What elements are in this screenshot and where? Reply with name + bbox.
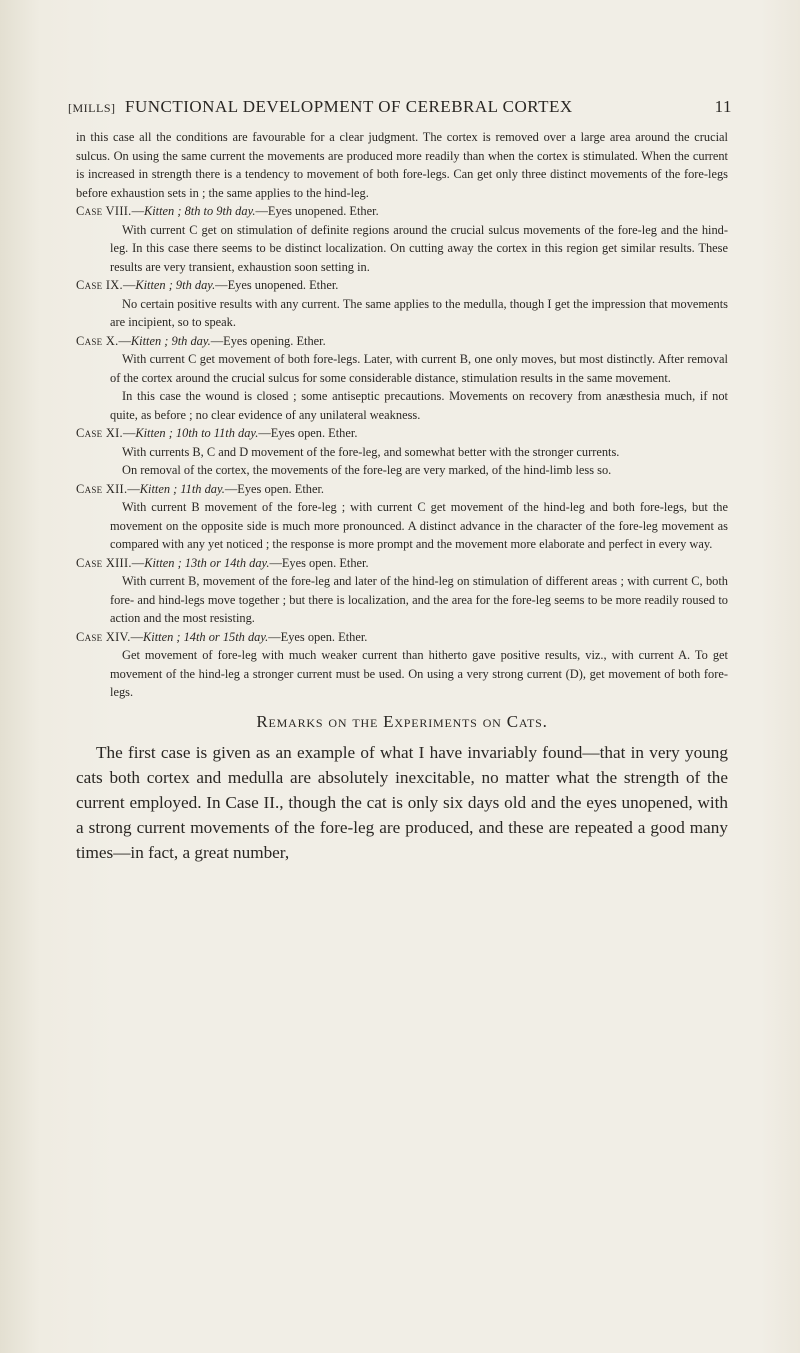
case-paragraph: With currents B, C and D movement of the fore-leg, and somewhat better with the stronger currents.: [122, 444, 620, 459]
case-heading: Case XIV.—Kitten ; 14th or 15th day.—Eyes open. Ether.: [76, 629, 368, 644]
case-heading: Case XIII.—Kitten ; 13th or 14th day.—Eyes open. Ether.: [76, 555, 369, 570]
case-conditions: Eyes open. Ether.: [270, 426, 358, 440]
case-label: Case XI.: [76, 426, 123, 440]
remarks-section: [76, 740, 728, 866]
case-subject: Kitten ; 8th to 9th day.: [143, 204, 256, 218]
author-tag: [MILLS]: [68, 101, 116, 115]
case-subject: Kitten ; 13th or 14th day.: [144, 555, 270, 570]
case-conditions: Eyes open. Ether.: [280, 629, 368, 644]
case-label: Case X.: [76, 333, 119, 348]
case-entry: [76, 554, 728, 628]
case-notes: [76, 128, 728, 702]
case-paragraph: With current B movement of the fore-leg ; with current C get movement of the hind-leg and both fore-legs, but the movement on the opposite side is much more pronounced. A distinct advance in the character of the fore-leg movement as compared with any yet noticed ; the response is more prompt and the movement more elaborate and perfect in every way.: [110, 500, 728, 551]
case-label: Case VIII.: [76, 204, 132, 218]
case-conditions: Eyes open. Ether.: [237, 481, 324, 496]
case-heading: Case IX.—Kitten ; 9th day.—Eyes unopened. Ether.: [76, 278, 339, 292]
case-conditions: Eyes unopened. Ether.: [227, 278, 339, 292]
case-label: Case XII.: [76, 481, 128, 496]
section-heading: Remarks on the Experiments on Cats.: [256, 711, 548, 731]
remarks-paragraph: The first case is given as an example of what I have invariably found—that in very young cats both cortex and medulla are absolutely inexcitable, no matter what the strength of the current employed. In Case II., though the cat is only six days old and the eyes unopened, with a strong current movements of the fore-leg are produced, and these are repeated a good many times—in fact, a great number,: [76, 742, 728, 863]
case-heading: Case XI.—Kitten ; 10th to 11th day.—Eyes open. Ether.: [76, 426, 358, 440]
case-conditions: Eyes unopened. Ether.: [267, 204, 379, 218]
case-entry: [76, 424, 728, 480]
page-number: 11: [714, 97, 732, 116]
case-conditions: Eyes opening. Ether.: [223, 333, 326, 348]
intro-paragraph: in this case all the conditions are favourable for a clear judgment. The cortex is removed over a large area around the crucial sulcus. On using the same current the movements are produced more readily than when the cortex is stimulated. When the current is increased in strength there is a tendency to movement of both fore-legs. Can get only three distinct movements of the fore-legs before exhaustion sets in ; the same applies to the hind-leg.: [76, 130, 728, 200]
case-paragraph: No certain positive results with any current. The same applies to the medulla, though I get the impression that movements are incipient, so to speak.: [110, 296, 728, 329]
case-paragraph: With current C get on stimulation of definite regions around the crucial sulcus movements of the fore-leg and the hind-leg. In this case there seems to be distinct localization. On cutting away the cortex in this region get similar results. These results are very transient, exhaustion soon setting in.: [110, 222, 728, 274]
case-subject: Kitten ; 11th day.: [139, 481, 225, 496]
header-title: FUNCTIONAL DEVELOPMENT OF CEREBRAL CORTEX: [125, 97, 573, 116]
case-subject: Kitten ; 9th day.: [130, 333, 211, 348]
case-heading: Case XII.—Kitten ; 11th day.—Eyes open. Ether.: [76, 481, 324, 496]
case-list: [76, 202, 728, 702]
case-subject: Kitten ; 10th to 11th day.: [135, 426, 259, 440]
case-entry: [76, 332, 728, 425]
case-heading: Case VIII.—Kitten ; 8th to 9th day.—Eyes unopened. Ether.: [76, 204, 379, 218]
case-entry: [76, 480, 728, 554]
case-label: Case IX.: [76, 278, 123, 292]
case-subject: Kitten ; 9th day.: [135, 278, 216, 292]
case-heading: Case X.—Kitten ; 9th day.—Eyes opening. Ether.: [76, 333, 326, 348]
case-label: Case XIII.: [76, 555, 132, 570]
case-paragraph: On removal of the cortex, the movements of the fore-leg are very marked, of the hind-limb less so.: [122, 463, 612, 477]
running-header: [68, 93, 732, 123]
case-paragraph: With current C get movement of both fore-legs. Later, with current B, one only moves, but most distinctly. After removal of the cortex around the crucial sulcus for some considerable distance, stimulation results in the same movement.: [110, 352, 728, 385]
page-body: [76, 128, 728, 866]
running-title: [68, 97, 573, 117]
case-subject: Kitten ; 14th or 15th day.: [142, 629, 269, 644]
case-conditions: Eyes open. Ether.: [281, 555, 369, 570]
case-entry: [76, 202, 728, 276]
case-paragraph: With current B, movement of the fore-leg and later of the hind-leg on stimulation of different areas ; with current C, both fore- and hind-legs move together ; but there is localization, and the area for the fore-leg seems to be more readily roused to action and the most resisting.: [110, 574, 728, 625]
case-label: Case XIV.: [76, 629, 131, 644]
case-paragraph: In this case the wound is closed ; some antiseptic precautions. Movements on recovery from anæsthesia much, if not quite, as before ; no clear evidence of any unilateral weakness.: [110, 389, 728, 422]
case-entry: [76, 628, 728, 702]
case-entry: [76, 276, 728, 332]
case-paragraph: Get movement of fore-leg with much weaker current than hitherto gave positive results, viz., with current A. To get movement of the hind-leg a stronger current must be used. On using a very strong current (D), get movement of both fore-legs.: [110, 648, 728, 699]
